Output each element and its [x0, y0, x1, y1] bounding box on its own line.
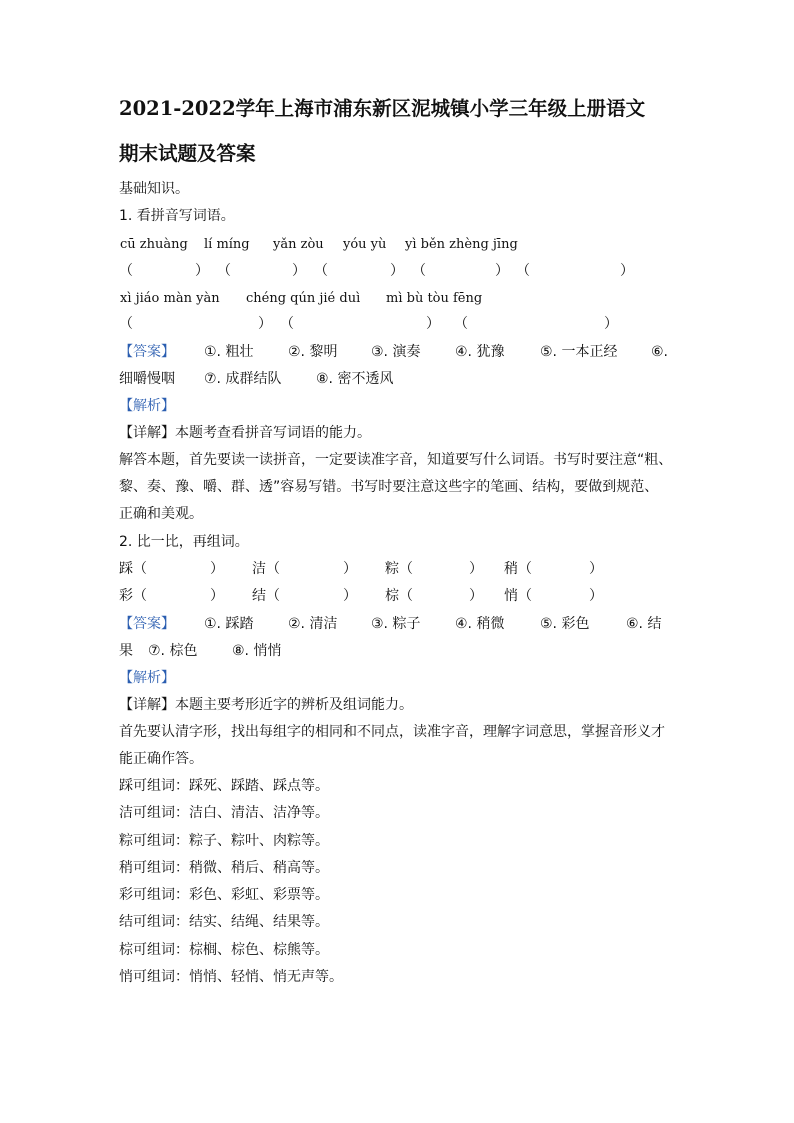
answer-item: ③. 粽子	[371, 616, 421, 632]
q2-close: ）	[469, 561, 483, 577]
q2-close: ）	[589, 588, 603, 604]
q2-char: 踩（	[119, 561, 147, 577]
answer-item: ⑤. 一本正经	[540, 344, 618, 360]
pinyin-4: yóu yù	[343, 237, 387, 252]
q2-char: 结（	[252, 588, 280, 604]
answer-item: ⑧. 密不透风	[316, 371, 394, 387]
blank-close: ）	[620, 263, 634, 279]
detail-line	[119, 424, 371, 442]
q2-char: 悄（	[504, 588, 532, 604]
q2-close: ）	[589, 561, 603, 577]
blank-open: （	[119, 316, 133, 332]
blank-open: （	[314, 263, 328, 279]
detail-text: 本题考查看拼音写词语的能力。	[175, 425, 371, 441]
word-group-line: 棕可组词：棕榈、棕色、棕熊等。	[119, 942, 329, 958]
doc-title-line1: 2021-2022学年上海市浦东新区泥城镇小学三年级上册语文	[119, 97, 646, 120]
answer-item: ②. 黎明	[288, 344, 338, 360]
answer-item: ③. 演奏	[371, 344, 421, 360]
answer-tag: 【答案】	[119, 344, 175, 360]
doc-title-line2: 期末试题及答案	[119, 142, 256, 165]
word-group-line: 粽可组词：粽子、粽叶、肉粽等。	[119, 833, 329, 849]
section-heading: 基础知识。	[119, 181, 189, 197]
blank-open: （	[454, 316, 468, 332]
blank-close: ）	[258, 316, 272, 332]
detail-line	[119, 696, 413, 714]
blank-open: （	[217, 263, 231, 279]
answer-item: 细嚼慢咽	[119, 371, 175, 387]
answer-tag: 【答案】	[119, 616, 175, 632]
explain-line: 黎、奏、豫、嚼、群、透”容易写错。书写时要注意这些字的笔画、结构，要做到规范、	[119, 479, 659, 495]
q2-close: ）	[210, 561, 224, 577]
pinyin-1: cū zhuàng	[120, 237, 188, 252]
blank-close: ）	[390, 263, 404, 279]
answer-item: ②. 清洁	[288, 616, 338, 632]
word-group-line: 稍可组词：稍微、稍后、稍高等。	[119, 860, 329, 876]
q2-char: 棕（	[385, 588, 413, 604]
q1-stem: 1. 看拼音写词语。	[119, 208, 235, 224]
pinyin-6: xì jiáo màn yàn	[120, 291, 220, 306]
answer-item: ④. 犹豫	[455, 344, 505, 360]
word-group-line: 彩可组词：彩色、彩虹、彩票等。	[119, 887, 329, 903]
answer-item: ⑦. 成群结队	[204, 371, 282, 387]
explain-line: 首先要认清字形，找出每组字的相同和不同点，读准字音，理解字词意思，掌握音形义才	[119, 724, 665, 740]
blank-close: ）	[495, 263, 509, 279]
answer-item: 果	[119, 643, 133, 659]
explain-line: 能正确作答。	[119, 751, 203, 767]
q2-char: 彩（	[119, 588, 147, 604]
detail-text: 本题主要考形近字的辨析及组词能力。	[175, 697, 413, 713]
blank-close: ）	[604, 316, 618, 332]
answer-item: ⑥.	[651, 344, 669, 360]
pinyin-2: lí míng	[204, 237, 250, 252]
blank-open: （	[516, 263, 530, 279]
analysis-tag: 【解析】	[119, 670, 175, 686]
blank-open: （	[119, 263, 133, 279]
blank-open: （	[412, 263, 426, 279]
detail-tag: 【详解】	[119, 697, 175, 713]
pinyin-5: yì běn zhèng jīng	[405, 237, 518, 252]
answer-item: ⑤. 彩色	[540, 616, 590, 632]
q2-close: ）	[343, 588, 357, 604]
blank-close: ）	[426, 316, 440, 332]
answer-item: ①. 踩踏	[204, 616, 254, 632]
answer-item: ⑥. 结	[626, 616, 662, 632]
word-group-line: 结可组词：结实、结绳、结果等。	[119, 914, 329, 930]
q2-close: ）	[210, 588, 224, 604]
word-group-line: 悄可组词：悄悄、轻悄、悄无声等。	[119, 969, 343, 985]
word-group-line: 洁可组词：洁白、清洁、洁净等。	[119, 805, 329, 821]
blank-close: ）	[292, 263, 306, 279]
explain-line: 正确和美观。	[119, 506, 203, 522]
q2-char: 稍（	[504, 561, 532, 577]
word-group-line: 踩可组词：踩死、踩踏、踩点等。	[119, 778, 329, 794]
q2-char: 洁（	[252, 561, 280, 577]
q2-close: ）	[343, 561, 357, 577]
pinyin-3: yǎn zòu	[273, 237, 324, 252]
blank-close: ）	[195, 263, 209, 279]
q2-char: 粽（	[385, 561, 413, 577]
answer-item: ①. 粗壮	[204, 344, 254, 360]
answer-item: ⑧. 悄悄	[232, 643, 282, 659]
answer-item: ④. 稍微	[455, 616, 505, 632]
q2-close: ）	[469, 588, 483, 604]
answer-item: ⑦. 棕色	[148, 643, 198, 659]
blank-open: （	[280, 316, 294, 332]
explain-line: 解答本题，首先要读一读拼音，一定要读准字音，知道要写什么词语。书写时要注意“粗、	[119, 452, 673, 468]
pinyin-8: mì bù tòu fēng	[386, 291, 483, 306]
analysis-tag: 【解析】	[119, 398, 175, 414]
pinyin-7: chéng qún jié duì	[246, 291, 361, 306]
detail-tag: 【详解】	[119, 425, 175, 441]
q2-stem: 2. 比一比，再组词。	[119, 534, 249, 550]
